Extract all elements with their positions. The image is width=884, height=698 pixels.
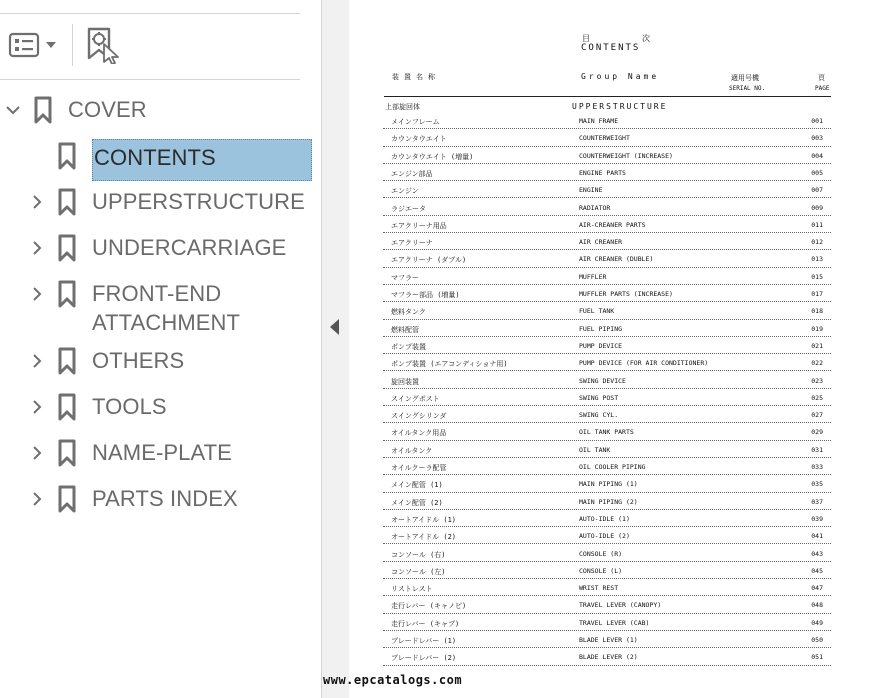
bookmark-label[interactable]: CONTENTS — [92, 139, 312, 181]
list-options-icon — [8, 30, 60, 60]
table-row — [383, 302, 831, 319]
row-name-jp: コンソール (左) — [391, 567, 446, 576]
row-name-jp: ブレードレバー (1) — [391, 637, 457, 645]
row-page: 001 — [811, 117, 823, 125]
row-name-jp: 旋回装置 — [391, 377, 419, 386]
bookmark-item-front-end[interactable] — [0, 278, 320, 338]
row-group-name: MAIN PIPING (1) — [579, 480, 638, 489]
col-header-serial-jp: 適用号機 — [731, 74, 759, 82]
chevron-right-icon[interactable] — [29, 491, 45, 507]
row-name-jp: エアクリーナ — [391, 239, 433, 248]
bookmark-icon — [58, 393, 76, 421]
row-name-jp: マフラー部品 (増量) — [391, 291, 460, 299]
row-group-name: SWING DEVICE — [579, 376, 626, 385]
row-page: 043 — [811, 549, 823, 558]
row-page: 004 — [811, 151, 823, 160]
table-row — [383, 614, 831, 631]
row-name-jp: メイン配管 (2) — [391, 498, 443, 507]
row-group-name: OIL TANK PARTS — [579, 428, 634, 437]
row-page: 011 — [811, 220, 823, 229]
bookmark-label[interactable]: OTHERS — [92, 348, 185, 373]
row-group-name: OIL TANK — [579, 445, 611, 454]
collapse-panel-button[interactable] — [327, 316, 343, 338]
table-row — [383, 458, 831, 475]
row-group-name: RADIATOR — [579, 203, 611, 212]
row-group-name: BLADE LEVER (1) — [579, 636, 638, 644]
row-group-name: SWING CYL. — [579, 411, 619, 420]
chevron-down-icon[interactable] — [5, 102, 21, 118]
chevron-right-icon[interactable] — [29, 240, 45, 256]
table-row — [383, 423, 831, 440]
row-page: 003 — [811, 134, 823, 143]
table-row — [383, 354, 831, 371]
table-row — [383, 250, 831, 267]
row-page: 027 — [811, 411, 823, 420]
bookmark-options-button[interactable] — [8, 30, 60, 60]
row-group-name: TRAVEL LEVER (CAB) — [579, 618, 650, 627]
row-name-jp: エンジン — [391, 187, 419, 196]
row-group-name: FUEL PIPING — [579, 324, 623, 333]
row-name-jp: オートアイドル (2) — [391, 533, 457, 542]
table-row — [383, 527, 831, 544]
bookmark-label-line2[interactable]: ATTACHMENT — [92, 310, 241, 335]
bookmark-icon — [58, 234, 76, 262]
row-group-name: ENGINE — [579, 186, 603, 195]
doc-title-en: CONTENTS — [581, 43, 641, 53]
row-name-jp: マフラー — [391, 273, 419, 282]
row-page: 021 — [811, 341, 823, 350]
table-row — [383, 129, 831, 146]
table-row — [383, 112, 831, 129]
section-title-jp: 上部旋回体 — [385, 103, 420, 111]
bookmark-label[interactable]: PARTS INDEX — [92, 486, 238, 511]
row-page: 045 — [811, 566, 823, 575]
row-name-jp: エアクリーナ用品 — [391, 221, 447, 230]
toolbar-separator — [72, 24, 73, 66]
row-page: 013 — [811, 255, 823, 264]
row-page: 041 — [811, 532, 823, 541]
row-page: 007 — [811, 186, 823, 195]
row-group-name: AUTO-IDLE (2) — [579, 532, 630, 541]
bookmark-icon — [58, 485, 76, 513]
row-name-jp: 燃料タンク — [391, 308, 426, 317]
row-page: 012 — [811, 238, 823, 247]
row-group-name: MUFFLER — [579, 272, 607, 281]
bookmark-item-cover[interactable] — [0, 94, 320, 126]
col-header-serial: SERIAL NO. — [729, 85, 766, 92]
row-group-name: AIR CREANER — [579, 238, 623, 247]
bookmark-item-name-plate[interactable] — [0, 437, 320, 469]
table-row — [383, 337, 831, 354]
doc-title-jp: 目次 — [582, 34, 702, 43]
bookmark-icon — [34, 96, 52, 124]
row-group-name: PUMP DEVICE — [579, 341, 623, 350]
row-name-jp: コンソール (右) — [391, 550, 446, 559]
row-name-jp: オイルタンク用品 — [391, 429, 447, 438]
bookmark-label[interactable]: TOOLS — [92, 394, 167, 419]
row-page: 005 — [811, 168, 823, 177]
row-group-name: WRIST REST — [579, 584, 619, 593]
row-page: 048 — [811, 601, 823, 610]
col-header-page-jp: 頁 — [818, 74, 825, 82]
triangle-left-icon — [327, 316, 343, 338]
row-page: 037 — [811, 497, 823, 506]
row-name-jp: スイングポスト — [391, 394, 440, 403]
row-page: 039 — [811, 514, 823, 523]
row-page: 033 — [811, 463, 823, 471]
chevron-right-icon[interactable] — [29, 286, 45, 302]
row-group-name: CONSOLE (L) — [579, 566, 623, 575]
row-page: 050 — [811, 636, 823, 644]
find-bookmark-button[interactable] — [84, 26, 124, 64]
toolbar-divider-bottom — [0, 79, 300, 80]
table-row — [383, 579, 831, 596]
row-name-jp: オートアイドル (1) — [391, 515, 457, 524]
row-group-name: PUMP DEVICE (FOR AIR CONDITIONER) — [579, 359, 709, 368]
document-contents-page — [349, 0, 884, 698]
row-group-name: AIR-CREANER PARTS — [579, 220, 646, 229]
bookmark-icon — [58, 280, 76, 308]
row-group-name: MAIN FRAME — [579, 117, 619, 125]
row-page: 017 — [811, 290, 823, 298]
table-row — [383, 596, 831, 613]
bookmark-icon — [58, 188, 76, 216]
table-row — [383, 285, 831, 302]
row-name-jp: オイルタンク — [391, 446, 433, 455]
bookmark-icon — [58, 439, 76, 467]
bookmarks-panel — [0, 0, 322, 698]
row-group-name: SWING POST — [579, 393, 619, 402]
col-header-page: PAGE — [815, 85, 830, 92]
bookmark-label[interactable]: NAME-PLATE — [92, 440, 232, 465]
bookmark-icon — [58, 142, 76, 170]
row-name-jp: カウンタウエイト — [391, 135, 447, 144]
row-name-jp: メイン配管 (1) — [391, 481, 443, 490]
row-page: 047 — [811, 584, 823, 593]
bookmark-item-parts-index[interactable] — [0, 483, 320, 515]
row-page: 029 — [811, 428, 823, 437]
table-row — [383, 406, 831, 423]
row-page: 031 — [811, 445, 823, 454]
chevron-right-icon[interactable] — [29, 399, 45, 415]
bookmark-label[interactable]: UNDERCARRIAGE — [92, 235, 287, 260]
row-group-name: AIR CREANER (DUBLE) — [579, 255, 654, 264]
bookmark-item-undercarriage[interactable] — [0, 232, 320, 264]
table-row — [383, 268, 831, 285]
row-page: 023 — [811, 376, 823, 385]
table-row — [383, 475, 831, 492]
row-group-name: TRAVEL LEVER (CANOPY) — [579, 601, 662, 610]
col-header-group: Group Name — [581, 72, 660, 81]
bookmark-item-others[interactable] — [0, 345, 320, 377]
row-name-jp: ポンプ装置 — [391, 342, 426, 351]
bookmark-icon — [58, 347, 76, 375]
table-row — [383, 545, 831, 562]
table-row — [383, 147, 831, 164]
table-row — [383, 164, 831, 181]
row-name-jp: エンジン部品 — [391, 169, 433, 178]
row-page: 019 — [811, 324, 823, 333]
table-row — [383, 181, 831, 198]
bookmark-item-contents[interactable] — [0, 140, 320, 172]
table-row — [383, 493, 831, 510]
row-page: 051 — [811, 653, 823, 662]
table-row — [383, 372, 831, 389]
row-group-name: MUFFLER PARTS (INCREASE) — [579, 290, 673, 298]
row-group-name: OIL COOLER PIPING — [579, 463, 646, 471]
chevron-right-icon[interactable] — [29, 194, 45, 210]
table-row — [383, 441, 831, 458]
row-name-jp: 走行レバー (キャノピ) — [391, 602, 467, 611]
table-row — [383, 233, 831, 250]
bookmark-label[interactable]: UPPERSTRUCTURE — [92, 189, 305, 214]
bookmark-item-tools[interactable] — [0, 391, 320, 423]
row-group-name: COUNTERWEIGHT — [579, 134, 630, 143]
row-page: 009 — [811, 203, 823, 212]
row-name-jp: エアクリーナ (ダブル) — [391, 256, 467, 265]
row-group-name: ENGINE PARTS — [579, 168, 626, 177]
row-group-name: MAIN PIPING (2) — [579, 497, 638, 506]
table-row — [383, 648, 831, 665]
row-page: 025 — [811, 393, 823, 402]
bookmark-label[interactable]: COVER — [68, 97, 147, 122]
section-title-en: UPPERSTRUCTURE — [572, 102, 668, 111]
table-row — [383, 562, 831, 579]
table-row — [383, 631, 831, 648]
row-name-jp: メインフレーム — [391, 118, 440, 126]
row-page: 022 — [811, 359, 823, 368]
bookmark-label[interactable]: FRONT-END — [92, 281, 222, 306]
row-page: 049 — [811, 618, 823, 627]
table-row — [383, 320, 831, 337]
row-name-jp: カウンタウエイト (増量) — [391, 152, 474, 161]
chevron-right-icon[interactable] — [29, 353, 45, 369]
bookmark-item-upperstructure[interactable] — [0, 186, 320, 218]
row-name-jp: リストレスト — [391, 585, 433, 594]
row-group-name: FUEL TANK — [579, 307, 615, 316]
table-row — [383, 216, 831, 233]
row-name-jp: ラジエータ — [391, 204, 426, 213]
row-name-jp: ブレードレバー (2) — [391, 654, 457, 663]
chevron-right-icon[interactable] — [29, 445, 45, 461]
row-group-name: AUTO-IDLE (1) — [579, 514, 630, 523]
table-row — [383, 199, 831, 216]
row-name-jp: スイングシリンダ — [391, 412, 447, 421]
row-name-jp: 走行レバー (キャブ) — [391, 619, 460, 628]
row-page: 018 — [811, 307, 823, 316]
row-group-name: CONSOLE (R) — [579, 549, 623, 558]
find-bookmark-icon — [84, 26, 124, 64]
row-name-jp: ポンプ装置 (エアコンディショナ用) — [391, 360, 508, 369]
header-rule — [384, 96, 831, 97]
row-group-name: BLADE LEVER (2) — [579, 653, 638, 662]
toolbar-divider-top — [0, 13, 300, 14]
row-name-jp: オイルクーラ配管 — [391, 464, 447, 472]
row-name-jp: 燃料配管 — [391, 325, 419, 334]
row-page: 015 — [811, 272, 823, 281]
table-row — [383, 510, 831, 527]
panel-splitter[interactable] — [322, 0, 349, 698]
row-group-name: COUNTERWEIGHT (INCREASE) — [579, 151, 673, 160]
table-row — [383, 389, 831, 406]
row-page: 035 — [811, 480, 823, 489]
watermark-url: www.epcatalogs.com — [323, 673, 463, 687]
col-header-name-jp: 装置名称 — [392, 73, 440, 81]
